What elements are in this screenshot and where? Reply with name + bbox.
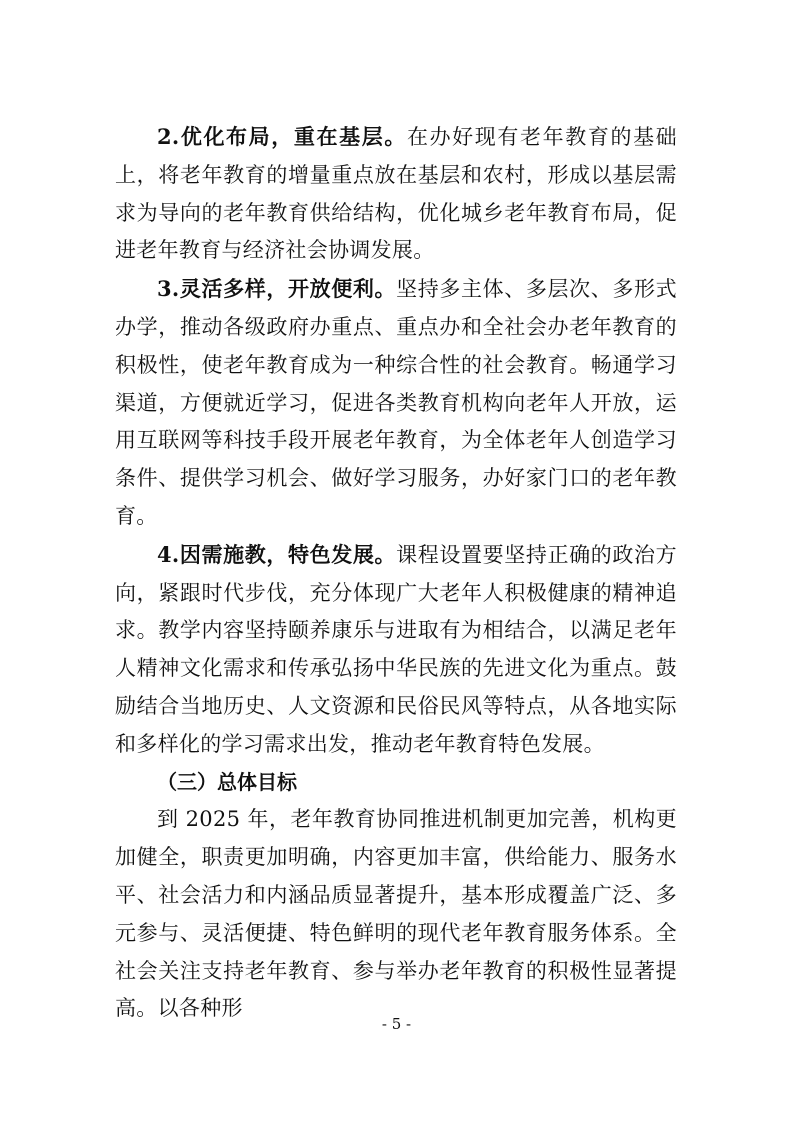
principle-paragraph-3: [115, 270, 677, 536]
principle-4-lead: 4.因需施教，特色发展。: [157, 541, 397, 567]
principle-paragraph-2: [115, 118, 677, 270]
principle-paragraph-4: [115, 536, 677, 764]
principle-3-lead: 3.灵活多样，开放便利。: [157, 276, 397, 302]
principle-4-text: 课程设置要坚持正确的政治方向，紧跟时代步伐，充分体现广大老年人积极健康的精神追求。教学内容坚持颐养康乐与进取有为相结合，以满足老年人精神文化需求和传承弘扬中华民族的先进文化为重点。鼓励结合当地历史、人文资源和民俗民风等特点，从各地实际和多样化的学习需求出发，推动老年教育特色发展。: [115, 542, 677, 756]
document-body: [115, 118, 677, 1028]
principle-3-text: 坚持多主体、多层次、多形式办学，推动各级政府办重点、重点办和全社会办老年教育的积极性，使老年教育成为一种综合性的社会教育。畅通学习渠道，方便就近学习，促进各类教育机构向老年人开放，运用互联网等科技手段开展老年教育，为全体老年人创造学习条件、提供学习机会、做好学习服务，办好家门口的老年教育。: [115, 277, 677, 528]
principle-2-text: 在办好现有老年教育的基础上，将老年教育的增量重点放在基层和农村，形成以基层需求为导向的老年教育供给结构，优化城乡老年教育布局，促进老年教育与经济社会协调发展。: [115, 125, 677, 263]
principle-2-lead: 2.优化布局，重在基层。: [157, 124, 407, 149]
section-heading: （三）总体目标: [157, 769, 297, 794]
goal-paragraph: 到 2025 年，老年教育协同推进机制更加完善，机构更加健全，职责更加明确，内容更加丰富，供给能力、服务水平、社会活力和内涵品质显著提升，基本形成覆盖广泛、多元参与、灵活便捷、特色鲜明的现代老年教育服务体系。全社会关注支持老年教育、参与举办老年教育的积极性显著提高。以各种形: [115, 807, 677, 1021]
page-number: - 5 -: [381, 1015, 412, 1033]
